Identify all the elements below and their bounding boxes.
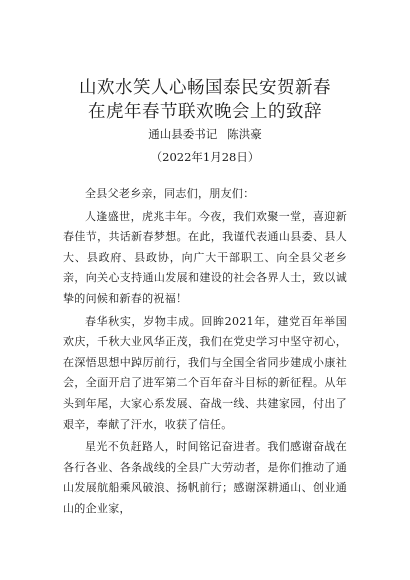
document-title-line-1: 山欢水笑人心畅国泰民安贺新春	[79, 78, 331, 98]
author-position: 通山县委书记	[148, 127, 218, 141]
document-title-line-2: 在虎年春节联欢晚会上的致辞	[88, 102, 322, 122]
speech-body	[63, 184, 347, 522]
body-paragraph: 春华秋实，岁物丰成。回眸2021年，建党百年举国欢庆，千秋大业风华正茂，我们在党史学习中坚守初心，在深悟思想中踔厉前行，我们与全国全省同步建成小康社会，全面开启了进军第二个百年奋斗目标的新征程。从年头到年尾，大家心系发展、奋战一线、共建家园，付出了艰辛，奉献了汗水，收获了信任。	[63, 314, 347, 431]
speech-date: （2022年1月28日）	[150, 150, 260, 164]
body-paragraph: 人逢盛世，虎兆丰年。今夜，我们欢聚一堂，喜迎新春佳节，共话新春梦想。在此，我谨代表通山县委、县人大、县政府、县政协，向广大干部职工、向全县父老乡亲，向关心支持通山发展和建设的社会各界人士，致以诚挚的问候和新春的祝福！	[63, 209, 347, 305]
author-line	[0, 126, 410, 142]
body-paragraph: 星光不负赶路人，时间铭记奋进者。我们感谢奋战在各行各业、各条战线的全县广大劳动者，是你们推动了通山发展航船乘风破浪、扬帆前行；感谢深耕通山、创业通山的企业家，	[63, 440, 347, 515]
salutation-paragraph: 全县父老乡亲，同志们，朋友们：	[85, 187, 255, 200]
author-name: 陈洪豪	[227, 127, 262, 141]
